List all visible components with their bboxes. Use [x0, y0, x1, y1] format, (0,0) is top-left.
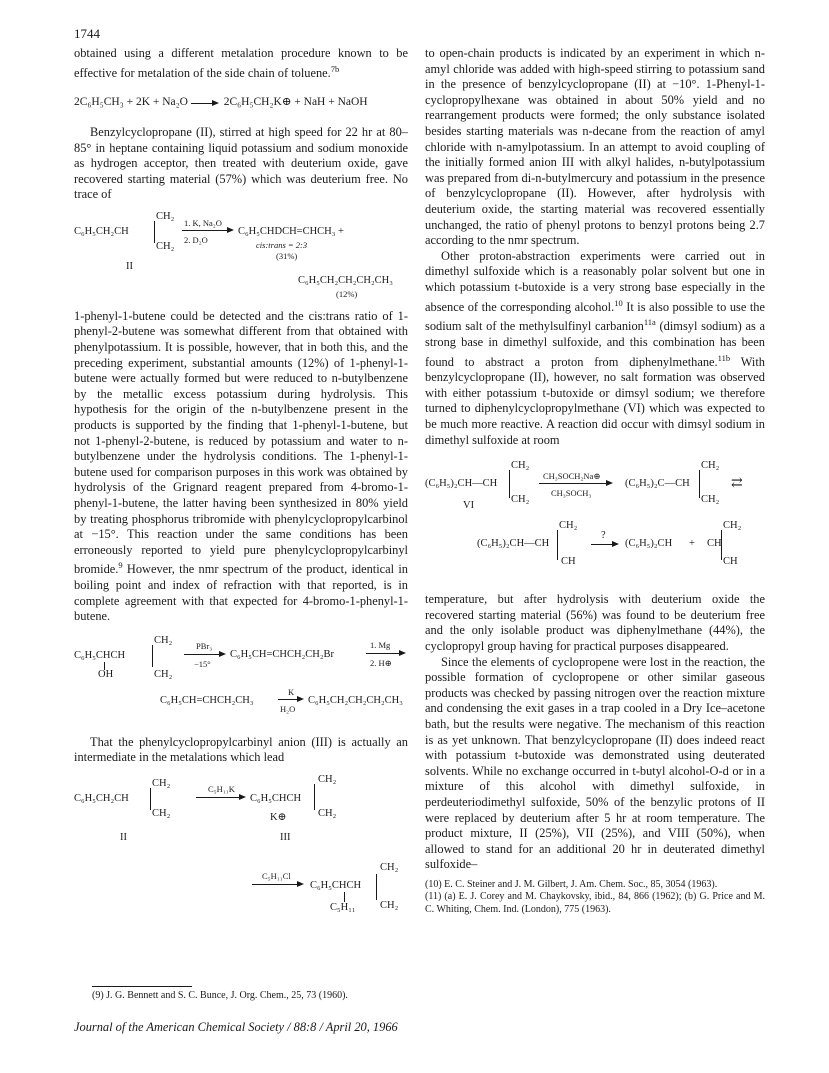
reagent-step: 1. K, Na₂O [184, 217, 222, 228]
paragraph-text: obtained using a different metalation procedure known to be effective for metalation of the side chain of toluene. [74, 46, 408, 80]
yield: (12%) [336, 288, 358, 299]
substituent: C₅H₁₁ [330, 902, 356, 914]
ch2-group: CH₂ [723, 520, 742, 532]
reaction-arrow [591, 544, 617, 545]
ch2-group: CH₂ [380, 862, 399, 874]
reactant-formula: (C₆H₅)₂CH—CH [425, 478, 498, 490]
reactant-formula: C₆H₅CH₂CH [74, 793, 129, 805]
citation-ref: 7b [330, 63, 340, 74]
ch-group: CH [707, 538, 722, 550]
paragraph-text: (dimsyl sodium) as a strong base in dimethyl sulfoxide, and this combination has been found to abstract a proton from diphenylmethane. [425, 319, 765, 369]
temperature: −15° [194, 658, 211, 669]
citation-ref: 11b [717, 352, 731, 363]
ch2-group: CH₂ [156, 210, 175, 222]
paragraph-text: It is also possible to use the sodium salt of the methylsulfinyl carbanion [425, 299, 765, 334]
reactant-formula: C₆H₅CH₂CH [74, 225, 129, 237]
paragraph [74, 46, 408, 81]
ch2-group: CH₂ [511, 494, 530, 506]
citation-ref: 10 [614, 297, 623, 308]
reaction-arrow [182, 230, 232, 231]
yield: (31%) [276, 250, 298, 261]
anion-formula: (C₆H₅)₂C—CH [625, 478, 690, 490]
ch2-group: CH₂ [701, 460, 720, 472]
compound-label: II [120, 832, 127, 844]
citation-ref: 11a [643, 317, 656, 328]
left-column [74, 46, 408, 930]
page-number: 1744 [74, 26, 100, 41]
anion-formula: C₆H₅CHCH [250, 793, 302, 805]
paragraph: Since the elements of cyclopropene were lost in the reaction, the possible formation of cyclopropene or other similar gaseous products was checked by passing nitrogen over the reaction mixture and condensing the exit gases in a trap cooled in a Dry Ice–acetone bath, but the results were negative. The mechanism of this reaction is as yet unknown. That benzylcyclopropane (II) does indeed react with potassium t-butoxide was demonstrated using deuterated solvents. While no exchange occurred in t-butyl alcohol-O-d or in a mixture of this alcohol with dimethyl sulfoxide, in perdeuteriodimethyl sulfoxide, 50% of the benzylic protons of II were replaced by deuterium after 5 hr at room temperature. The product mixture, II (25%), VII (25%), and VIII (50%), when allowed to stand for an additional 20 hr in deuterated dimethyl sulfoxide– [425, 654, 765, 872]
ch-group: CH [723, 556, 738, 568]
ch2-group: CH₂ [701, 494, 720, 506]
reaction-arrow [184, 654, 224, 655]
formula: (C₆H₅)₂CH—CH [477, 538, 550, 550]
paragraph: temperature, but after hydrolysis with deuterium oxide the recovered starting material (56%) was found to be deuterium free and the only isolable product was diphenylmethane (44%), the cyclopropyl group having for practical purposes disappeared. [425, 592, 765, 653]
ch2-group: CH₂ [511, 460, 530, 472]
product-formula: C₆H₅CH=CHCH₂CH₂Br [230, 648, 334, 660]
ch2-group: CH₂ [154, 668, 173, 680]
formula: C₆H₅CH=CHCH₂CH₃ [160, 694, 254, 706]
paragraph: to open-chain products is indicated by an experiment in which n-amyl chloride was added with high-speed stirring to potassium sand in the presence of benzylcyclopropane (II) at −10°. 1-Phenyl-1-cyclopropylhexane was obtained in about 50% yield and no rearrangement products were formed; the only substance isolated besides starting materials was n-decane from the reaction of amyl chloride with n-amylpotassium. In an attempt to avoid coupling of the initially formed anion III with alkyl halides, n-butylpotassium was prepared from di-n-butylmercury and potassium in the presence of benzylcyclopropane (II). However, after hydrolysis with deuterium oxide, the starting material was recovered essentially unchanged, the ratio of phenyl protons to benzyl protons being 2.7 according to the nmr spectrum. [425, 46, 765, 248]
paragraph-text: With benzylcyclopropane (II), however, no salt formation was observed with either potassium t-butoxide or dimsyl sodium; we therefore turned to diphenylcyclopropylmethane (VI) which was expected to be much more reactive. A reaction did occur with dimsyl sodium in dimethyl sulfoxide at room [425, 354, 765, 447]
reaction-scheme-1 [74, 211, 408, 303]
product-formula: C₆H₅CH₂CH₂CH₂CH₃ [308, 694, 403, 706]
citation-ref: 9 [118, 560, 123, 571]
plus-sign: + [689, 538, 695, 550]
paragraph-text: However, the nmr spectrum of the product, identical in boiling point and index of refraction with that reported, is in complete agreement with that expected for 4-bromo-1-phenyl-1-butene. [74, 562, 408, 624]
ch2-group: CH₂ [559, 520, 578, 532]
oh-group: OH [98, 668, 114, 680]
paragraph-text: Other proton-abstraction experiments were carried out in dimethyl sulfoxide which is a reasonably polar solvent but one in which potassium t-butoxide is a very strong base especially in the absence of the corresponding alcohol. [425, 248, 765, 314]
reagent: K [288, 686, 295, 697]
isomer-ratio: cis:trans = 2:3 [256, 239, 308, 250]
product-formula: C₆H₅CHCH [310, 880, 362, 892]
ch2-group: CH₂ [152, 778, 171, 790]
footnote-11: (11) (a) E. J. Corey and M. Chaykovsky, ibid., 84, 866 (1962); (b) G. Price and M. C. Whiting, Chem. Ind. (London), 775 (1963). [425, 891, 765, 915]
reaction-arrow [539, 483, 611, 484]
reaction-scheme-2 [74, 635, 408, 723]
ch-group: CH [561, 556, 576, 568]
equation-left: 2C₆H₅CH₃ + 2K + Na₂O [74, 96, 188, 109]
equilibrium-arrows: ⇄ [731, 476, 743, 492]
ch2-group: CH₂ [156, 240, 175, 252]
journal-footer: Journal of the American Chemical Society / 88:8 / April 20, 1966 [74, 1020, 398, 1034]
product-formula: C₆H₅CHDCH=CHCH₃ + [238, 225, 344, 237]
paragraph [425, 249, 765, 449]
reagent: C₅H₁₁K [208, 784, 235, 795]
reaction-arrow [366, 653, 404, 654]
formula: (C₆H₅)₂CH [625, 538, 673, 550]
paragraph [74, 309, 408, 625]
reagent: H₂O [280, 703, 296, 714]
ch2-group: CH₂ [154, 634, 173, 646]
ch2-group: CH₂ [318, 808, 337, 820]
counter-ion: K⊕ [270, 812, 287, 824]
reactant-formula: C₆H₅CHCH [74, 649, 126, 661]
paragraph-text: 1-phenyl-1-butene could be detected and the cis:trans ratio of 1-phenyl-2-butene was somewhat different from that obtained with phenylpotassium. It is possible, however, that in both this, and the preceding experiment, substantial amounts (12%) of 1-phenyl-1-butene were actually formed but were reduced to n-butylbenzene by the metallic excess potassium during hydrolysis. This hypothesis for the origin of the n-butylbenzene present in the products is supported by the finding that 1-phenyl-1-butene, but not 1-phenyl-2-butene, is reduced by potassium and water to n-butylbenzene under the hydrolysis conditions. The 1-phenyl-1-butene used for comparison purposes in this work was obtained by hydrolysis of the Grignard reagent prepared from 4-bromo-1-phenyl-1-butene, the latter having been synthesized in 80% yield by treating phosphorus tribromide with phenylcyclopropylcarbinol at −15°. This reaction under the same conditions has been erroneously reported to yield pure phenylcyclopropylcarbinyl bromide. [74, 308, 408, 577]
ch2-group: CH₂ [318, 774, 337, 786]
reagent: PBr₃ [196, 640, 213, 651]
reagent-step: 2. H⊕ [370, 657, 392, 668]
footnote-9: (9) J. G. Bennett and S. C. Bunce, J. Org. Chem., 25, 73 (1960). [92, 990, 348, 1001]
reagent: C₅H₁₁Cl [262, 871, 291, 882]
equation [74, 95, 408, 111]
reaction-scheme-3 [74, 774, 408, 930]
reaction-arrow [252, 884, 302, 885]
compound-label: II [126, 260, 133, 272]
reagent: CH₃SOCH₂Na⊕ [543, 471, 601, 482]
reaction-arrow [278, 699, 302, 700]
compound-label: III [280, 832, 291, 844]
ch2-group: CH₂ [380, 900, 399, 912]
reaction-arrow [196, 797, 244, 798]
reaction-scheme-4 [425, 460, 765, 592]
right-column [425, 46, 765, 916]
product-formula: C₆H₅CH₂CH₂CH₂CH₃ [298, 274, 393, 286]
reagent-step: 1. Mg [370, 639, 391, 650]
ch2-group: CH₂ [152, 808, 171, 820]
equation-right: 2C₆H₅CH₂K⊕ + NaH + NaOH [223, 96, 368, 109]
reaction-arrow [191, 99, 221, 107]
footnote-rule [92, 986, 192, 987]
footnote-10: (10) E. C. Steiner and J. M. Gilbert, J. Am. Chem. Soc., 85, 3054 (1963). [425, 878, 718, 890]
paragraph: That the phenylcyclopropylcarbinyl anion (III) is actually an intermediate in the metalations which lead [74, 734, 408, 765]
paragraph: Benzylcyclopropane (II), stirred at high speed for 22 hr at 80–85° in heptane containing liquid potassium and sodium monoxide as hydrogen acceptor, then treated with deuterium oxide, gave recovered starting material (57%) which was deuterium free. No trace of [74, 124, 408, 202]
question-mark: ? [601, 530, 606, 542]
compound-label: VI [463, 500, 475, 512]
reagent-step: 2. D₂O [184, 234, 208, 245]
reagent: CH₃SOCH₃ [551, 488, 592, 499]
